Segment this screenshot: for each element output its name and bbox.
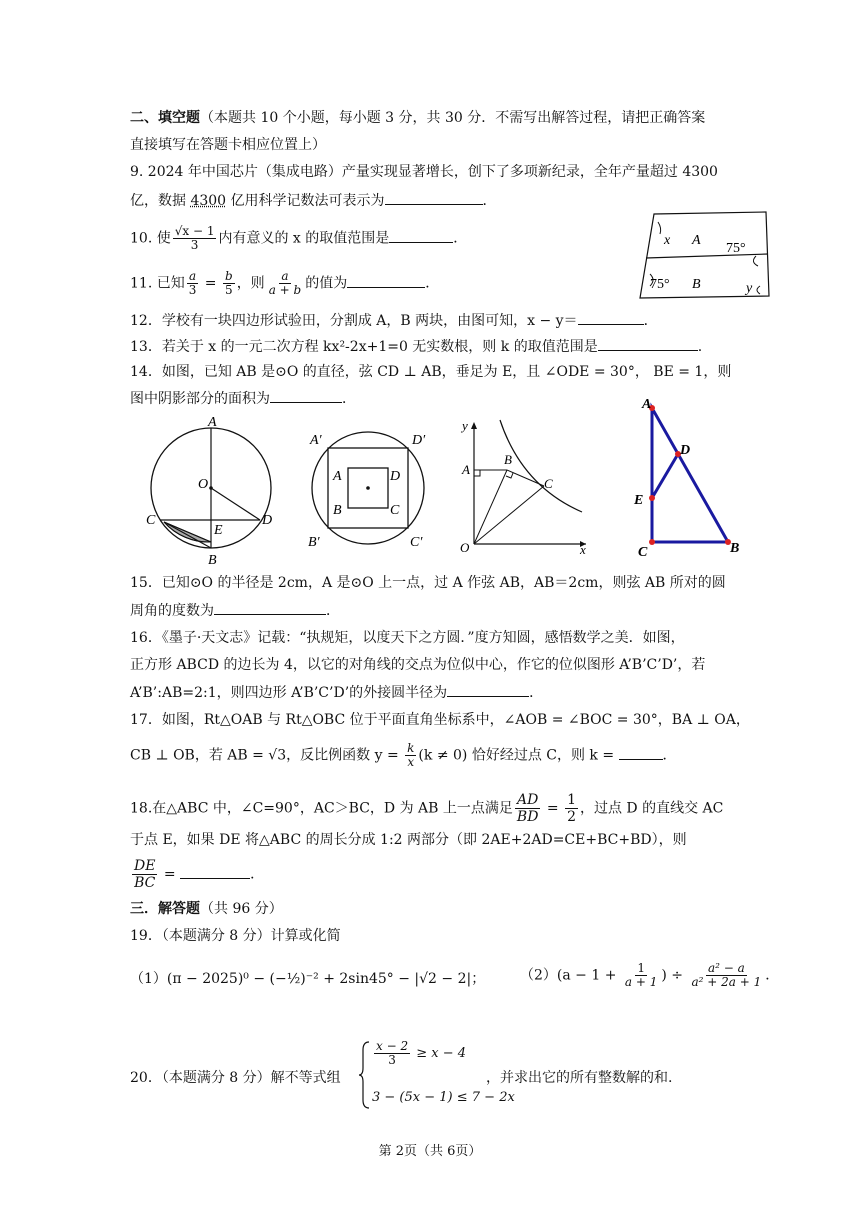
q12-answer-blank xyxy=(578,310,644,325)
label-A: A xyxy=(692,233,701,248)
label-y-axis: y xyxy=(462,418,468,433)
brace-icon xyxy=(358,1040,370,1110)
q16-answer-blank xyxy=(447,682,529,697)
label-x-axis: x xyxy=(580,542,586,556)
label-A: A xyxy=(462,462,470,477)
label-B: B xyxy=(208,553,217,568)
label-angle-75-bottom: 75° xyxy=(650,277,670,292)
q20-inequality-1: $\frac{x - 2}{3}$ ≥ x − 4 xyxy=(376,1039,467,1067)
q19-part2: （2）(a − 1 + $\frac{1}{a + 1}$ ) ÷ $\frac{\text{a² − a}}{\text{a² + 2a + 1}}$ ． xyxy=(520,961,780,989)
q9-line2: 亿，数据 4300 亿用科学记数法可表示为 ． xyxy=(130,190,497,211)
section-3-heading: 三．解答题（共 96 分） xyxy=(130,901,283,917)
quadrilateral-field-figure xyxy=(636,210,774,304)
label-E: E xyxy=(634,493,644,508)
q9-answer-blank xyxy=(385,190,483,205)
label-A: A xyxy=(642,397,652,412)
q11-answer-blank xyxy=(347,273,425,288)
label-O: O xyxy=(198,477,209,492)
label-x: x xyxy=(664,233,671,248)
q18-line1: 18.在△ABC 中，∠C=90°，AC＞BC，D 为 AB 上一点满足 $\frac{AD}{BD}$ = $\frac{1}{2}$ ，过点 D 的直线交 AC xyxy=(130,792,724,825)
q17-line2: CB ⊥ OB，若 AB = √3，反比例函数 y = $\frac{k}{x}$ (k ≠ 0) 恰好经过点 C，则 k = ． xyxy=(130,741,677,769)
q20-head: 20．（本题满分 8 分）解不等式组 xyxy=(130,1070,341,1086)
q16-line3: A’B’:AB=2:1，则四边形 A’B’C’D’的外接圆半径为 ． xyxy=(130,682,543,703)
label-C: C xyxy=(638,545,648,558)
squares-in-circle-figure xyxy=(300,428,436,554)
q9-line1: 9. 2024 年中国芯片（集成电路）产量实现显著增长，创下了多项新纪录，全年产量超过 4300 xyxy=(130,164,718,180)
q14-line2: 图中阴影部分的面积为 ． xyxy=(130,388,356,409)
section-3-title: 三．解答题 xyxy=(130,901,200,917)
page-footer: 第 2页（共 6页） xyxy=(378,1144,482,1159)
q16-line1: 16．《墨子·天文志》记载：“执规矩，以度天下之方圆．”度方知圆，感悟数学之美．如图， xyxy=(130,630,685,646)
label-D: D xyxy=(390,469,401,484)
label-E: E xyxy=(214,523,223,538)
section-2-heading xyxy=(130,108,705,128)
label-D: D xyxy=(262,513,273,528)
q17-answer-blank xyxy=(619,745,663,760)
label-D: D xyxy=(680,443,691,458)
q14-answer-blank xyxy=(270,388,342,403)
label-B: B xyxy=(504,452,512,467)
label-C: C xyxy=(146,513,156,528)
label-C-prime: C′ xyxy=(410,535,423,550)
q15-line2: 周角的度数为 ． xyxy=(130,600,340,621)
q20-inequality-2: 3 − (5x − 1) ≤ 7 − 2x xyxy=(372,1090,515,1105)
q19-head: 19．（本题满分 8 分）计算或化简 xyxy=(130,928,341,944)
label-A: A xyxy=(333,469,342,484)
q19-part1: （1）(π − 2025)⁰ − (−½)⁻² + 2sin45° − |√2 − 2|； xyxy=(130,971,486,987)
label-C: C xyxy=(544,476,553,491)
q18-line2: 于点 E，如果 DE 将△ABC 的周长分成 1:2 两部分（即 2AE+2AD=CE+BC+BD），则 xyxy=(130,832,687,848)
q10: 10. 使 $\frac{√x - 1}{3}$ 内有意义的 x 的取值范围是 ． xyxy=(130,224,468,252)
q12: 12．学校有一块四边形试验田，分割成 A，B 两块，由图可知，x − y＝ ． xyxy=(130,310,658,331)
label-A: A xyxy=(208,415,217,430)
label-angle-75-top: 75° xyxy=(726,241,746,256)
q9-emphasis-number: 4300 xyxy=(190,193,227,209)
q16-line2: 正方形 ABCD 的边长为 4，以它的对角线的交点为位似中心，作它的位似图形 A’B’C’D’，若 xyxy=(130,657,706,673)
label-B: B xyxy=(730,541,740,556)
label-B-prime: B′ xyxy=(308,535,320,550)
section-2-desc: （本题共 10 个小题，每小题 3 分，共 30 分．不需写出解答过程，请把正确答案 xyxy=(200,110,706,126)
q14-line1: 14．如图，已知 AB 是⊙O 的直径，弦 CD ⊥ AB，垂足为 E，且 ∠ODE = 30°， BE = 1，则 xyxy=(130,364,732,380)
label-O: O xyxy=(460,540,470,555)
q15-answer-blank xyxy=(214,600,326,615)
label-C: C xyxy=(390,503,400,518)
label-y: y xyxy=(746,281,753,296)
label-B: B xyxy=(333,503,342,518)
q18-line3: $\frac{DE}{BC}$ = ． xyxy=(134,858,265,891)
q10-answer-blank xyxy=(389,228,453,243)
q10-fraction: $\frac{√x - 1}{3}$ xyxy=(174,224,215,252)
q13: 13．若关于 x 的一元二次方程 kx²-2x+1=0 无实数根，则 k 的取值范围是 . xyxy=(130,336,702,357)
q17-line1: 17．如图，Rt△OAB 与 Rt△OBC 位于平面直角坐标系中，∠AOB = ∠BOC = 30°，BA ⊥ OA， xyxy=(130,712,750,728)
label-D-prime: D′ xyxy=(412,433,426,448)
q18-answer-blank xyxy=(180,864,250,879)
q20-tail: ，并求出它的所有整数解的和. xyxy=(486,1070,673,1086)
q20-inequality-system xyxy=(358,1039,515,1110)
section-2-desc-2: 直接填写在答题卡相应位置上） xyxy=(130,137,326,153)
coordinate-hyperbola-figure xyxy=(452,416,592,556)
label-B: B xyxy=(692,277,701,292)
q11: 11. 已知 $\frac{a}{3}$ = $\frac{b}{5}$ ，则 $\frac{a}{a + b}$ 的值为 ． xyxy=(130,269,440,297)
section-2-title: 二、填空题 xyxy=(130,110,200,126)
circle-chord-figure xyxy=(136,412,286,568)
q13-answer-blank xyxy=(598,336,698,351)
right-triangle-figure xyxy=(628,392,748,558)
label-A-prime: A′ xyxy=(310,433,322,448)
q15-line1: 15．已知⊙O 的半径是 2cm，A 是⊙O 上一点，过 A 作弦 AB，AB＝2cm，则弦 AB 所对的圆 xyxy=(130,575,726,591)
